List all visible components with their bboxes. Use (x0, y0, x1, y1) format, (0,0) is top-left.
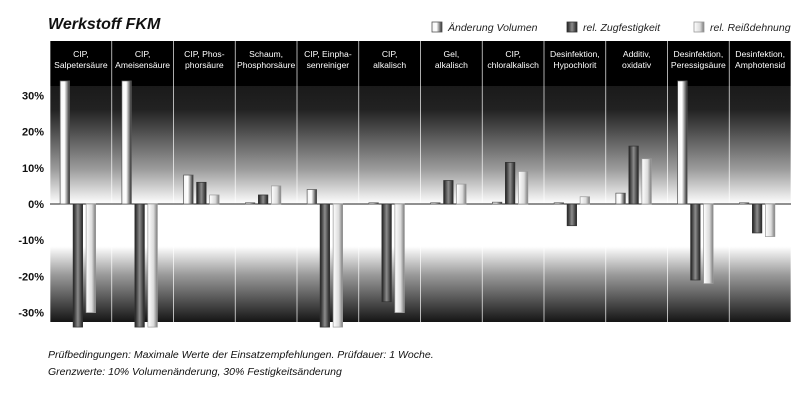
bar (492, 202, 502, 204)
bar (395, 204, 405, 313)
bar (616, 193, 626, 204)
bar (382, 204, 392, 302)
bar (567, 204, 577, 226)
legend-swatch (567, 22, 577, 32)
plot-area (18, 41, 791, 327)
bar (86, 204, 96, 313)
bar (148, 204, 158, 327)
bar (210, 195, 220, 204)
category-label: Additiv, oxidativ (622, 49, 652, 70)
bar (245, 203, 255, 204)
bar (444, 180, 454, 204)
y-tick-label: 0% (28, 199, 44, 211)
bar (122, 81, 132, 204)
bar (197, 182, 207, 204)
category-label: CIP, alkalisch (373, 49, 407, 70)
legend-item (567, 22, 661, 34)
legend-item (432, 22, 538, 34)
bar (629, 146, 639, 204)
category-label: Gel, alkalisch (434, 49, 468, 70)
category-label: CIP, Einpha-senreiniger (304, 49, 352, 70)
bar (320, 204, 330, 327)
bar (431, 203, 441, 204)
y-tick-label: -30% (18, 307, 44, 320)
bar (271, 186, 281, 204)
footnote-line: Grenzwerte: 10% Volumenänderung, 30% Festigkeitsänderung (48, 366, 342, 378)
category-label: Desinfektion, Hypochlorit (550, 49, 600, 70)
bar (333, 204, 343, 327)
bar (258, 195, 268, 204)
legend-label: rel. Zugfestigkeit (583, 22, 661, 34)
legend-item (694, 22, 791, 34)
bar (135, 204, 145, 327)
chart-title: Werkstoff FKM (48, 16, 161, 33)
bar (60, 81, 70, 204)
bar (505, 162, 515, 204)
bar (739, 203, 749, 204)
legend-label: Änderung Volumen (448, 22, 538, 34)
legend-label: rel. Reißdehnung (710, 22, 791, 34)
category-label: CIP, Salpetersäure (54, 49, 108, 70)
footnotes (48, 349, 434, 378)
bar (518, 171, 528, 204)
y-tick-label: -10% (18, 235, 44, 248)
bar (752, 204, 762, 233)
y-tick-label: 10% (21, 162, 44, 175)
y-tick-label: 30% (21, 90, 44, 103)
category-label: CIP, Ameisensäure (115, 49, 171, 70)
y-tick-label: -20% (18, 271, 44, 284)
category-label: Desinfektion, Amphotensid (735, 49, 786, 70)
legend (432, 22, 791, 34)
footnote-line: Prüfbedingungen: Maximale Werte der Einsatzempfehlungen. Prüfdauer: 1 Woche. (48, 349, 434, 361)
bar (678, 81, 688, 204)
category-label: Desinfektion, Peressigsäure (670, 49, 726, 70)
legend-swatch (694, 22, 704, 32)
legend-swatch (432, 22, 442, 32)
category-label: CIP, Phos-phorsäure (184, 49, 225, 70)
bar (704, 204, 714, 284)
bar (184, 175, 194, 204)
bar (554, 203, 564, 204)
category-label: CIP, chloralkalisch (487, 49, 539, 70)
y-tick-label: 20% (21, 126, 44, 139)
bar (691, 204, 701, 280)
bar (307, 190, 317, 204)
category-label: Schaum, Phosphorsäure (236, 49, 296, 70)
bar (369, 203, 379, 204)
bar (642, 159, 652, 204)
bar (73, 204, 83, 327)
bar (580, 197, 590, 204)
bar (457, 184, 467, 204)
bar (765, 204, 775, 237)
